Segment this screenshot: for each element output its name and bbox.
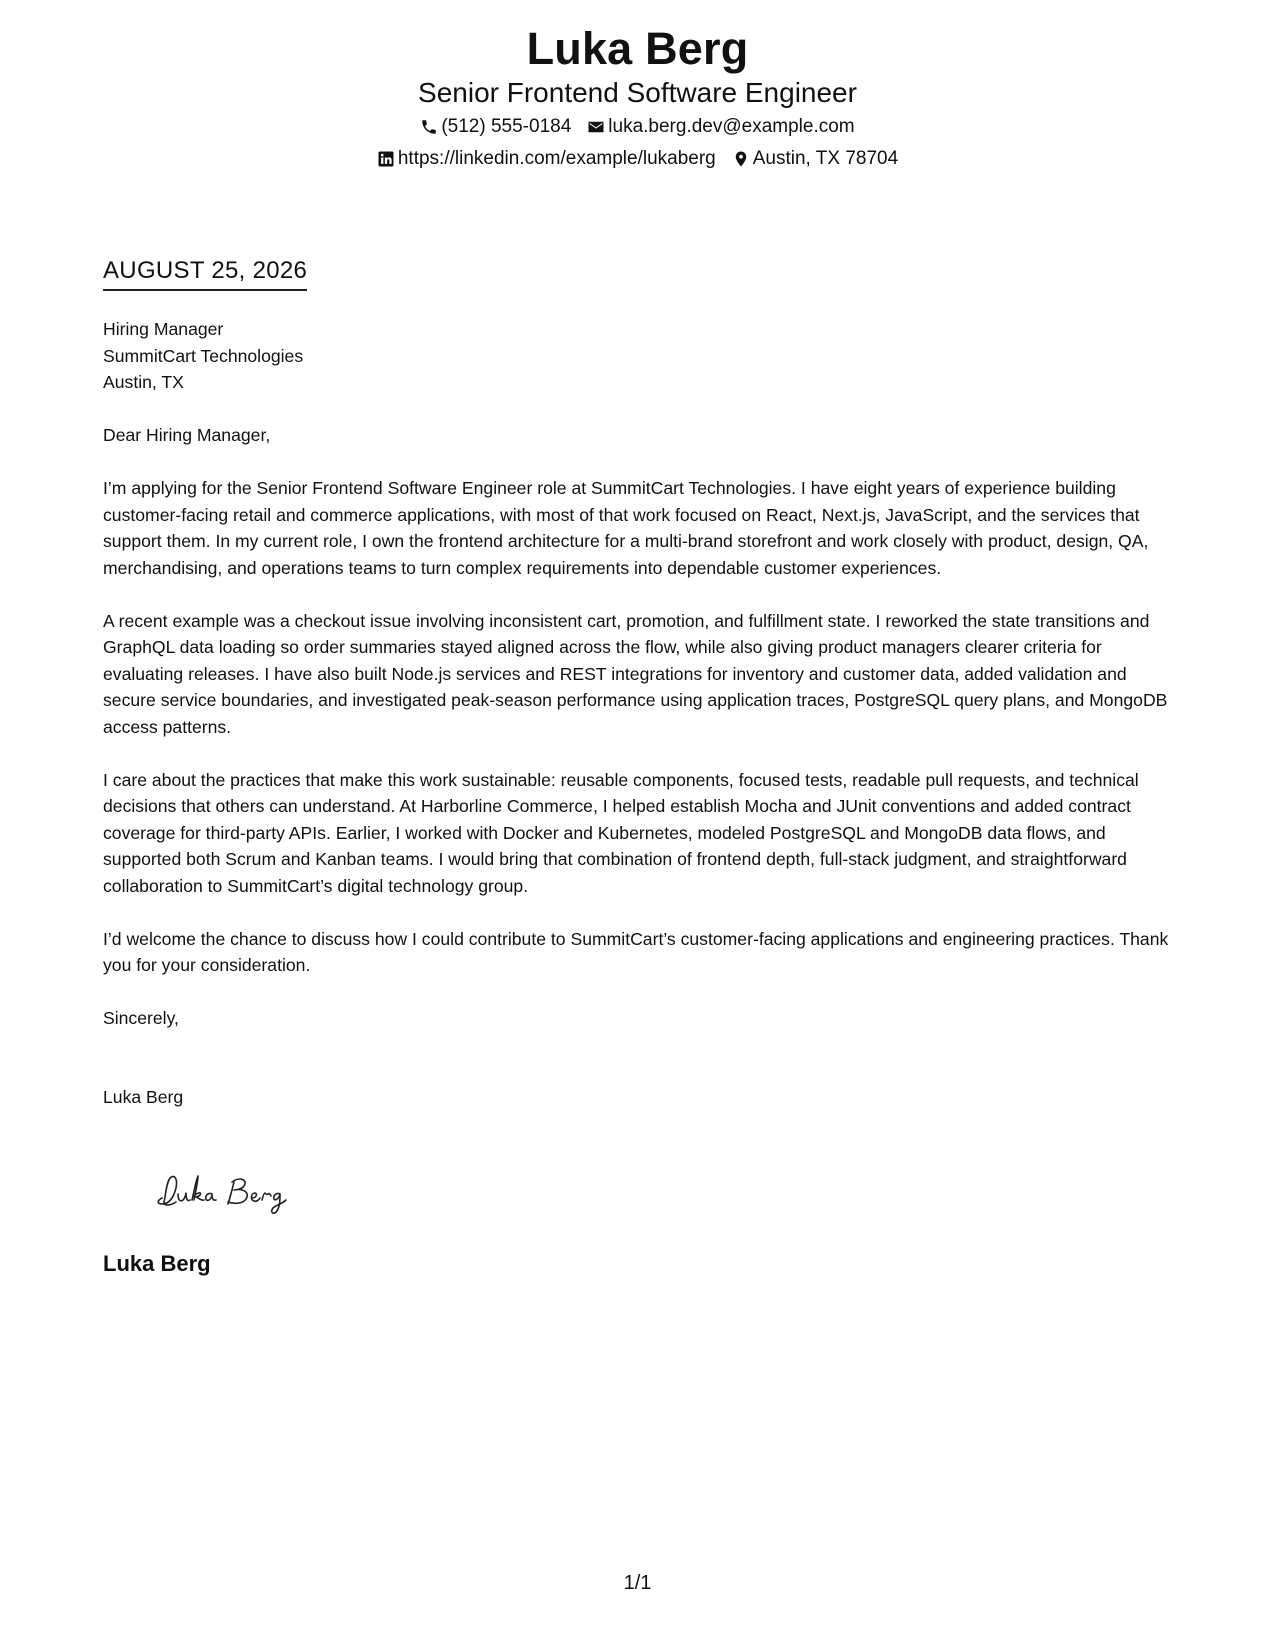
recipient-block (103, 316, 1183, 396)
map-pin-icon (732, 150, 750, 168)
applicant-title: Senior Frontend Software Engineer (418, 77, 857, 108)
letter-date: AUGUST 25, 2026 (103, 256, 307, 291)
page-number: 1/1 (623, 1572, 652, 1594)
location-contact (732, 146, 898, 172)
contact-row-primary (0, 114, 1275, 140)
linkedin-icon (377, 150, 395, 168)
recipient-line: Hiring Manager (103, 319, 224, 339)
linkedin-url: https://linkedin.com/example/lukaberg (397, 148, 716, 169)
phone-icon (420, 118, 438, 136)
letter-header (0, 22, 1275, 172)
contact-row-secondary (0, 146, 1275, 172)
salutation: Dear Hiring Manager, (103, 425, 271, 445)
location-text: Austin, TX 78704 (752, 148, 899, 169)
recipient-company: SummitCart Technologies (103, 345, 304, 366)
closing: Sincerely, (103, 1008, 179, 1028)
body-paragraph: I’m applying for the Senior Frontend Software Engineer role at SummitCart Technologies. I have eight years of experience building customer-facing retail and commerce applications, with most of that work focused on React, Next.js, JavaScript, and the services that support them. In my current role, I own the frontend architecture for a multi-brand storefront and work closely with product, design, QA, merchandising, and operations teams to turn complex requirements into dependable customer experiences. (103, 478, 1149, 578)
body-paragraph: A recent example was a checkout issue involving inconsistent cart, promotion, and fulfillment state. I reworked the state transitions and GraphQL data loading so order summaries stayed aligned across the flow, while also giving product managers clearer criteria for evaluating releases. I have also built Node.js services and REST integrations for inventory and customer data, added validation and secure service boundaries, and investigated peak-season performance using application traces, PostgreSQL query plans, and MongoDB access patterns. (103, 610, 1168, 737)
phone-contact (420, 114, 571, 140)
applicant-name: Luka Berg (526, 23, 749, 74)
letter-body (103, 316, 1183, 1110)
phone-number: (512) 555-0184 (441, 116, 572, 137)
date-block (103, 256, 307, 291)
printed-name: Luka Berg (103, 1251, 211, 1276)
body-paragraph: I care about the practices that make this work sustainable: reusable components, focused tests, readable pull requests, and technical decisions that others can understand. At Harborline Commerce, I helped establish Mocha and JUnit conventions and added contract coverage for third-party APIs. Earlier, I worked with Docker and Kubernetes, modeled PostgreSQL and MongoDB data flows, and supported both Scrum and Kanban teams. I would bring that combination of frontend depth, full-stack judgment, and straightforward collaboration to SummitCart’s digital technology group. (103, 769, 1139, 896)
linkedin-contact (377, 146, 716, 172)
email-address: luka.berg.dev@example.com (608, 116, 855, 137)
envelope-icon (587, 118, 605, 136)
closing-name: Luka Berg (103, 1086, 184, 1107)
recipient-location: Austin, TX (103, 372, 184, 392)
handwritten-signature (148, 1160, 328, 1220)
body-paragraph: I’d welcome the chance to discuss how I could contribute to SummitCart’s customer-facing applications and engineering practices. Thank you for your consideration. (103, 928, 1169, 975)
email-contact (587, 114, 854, 140)
